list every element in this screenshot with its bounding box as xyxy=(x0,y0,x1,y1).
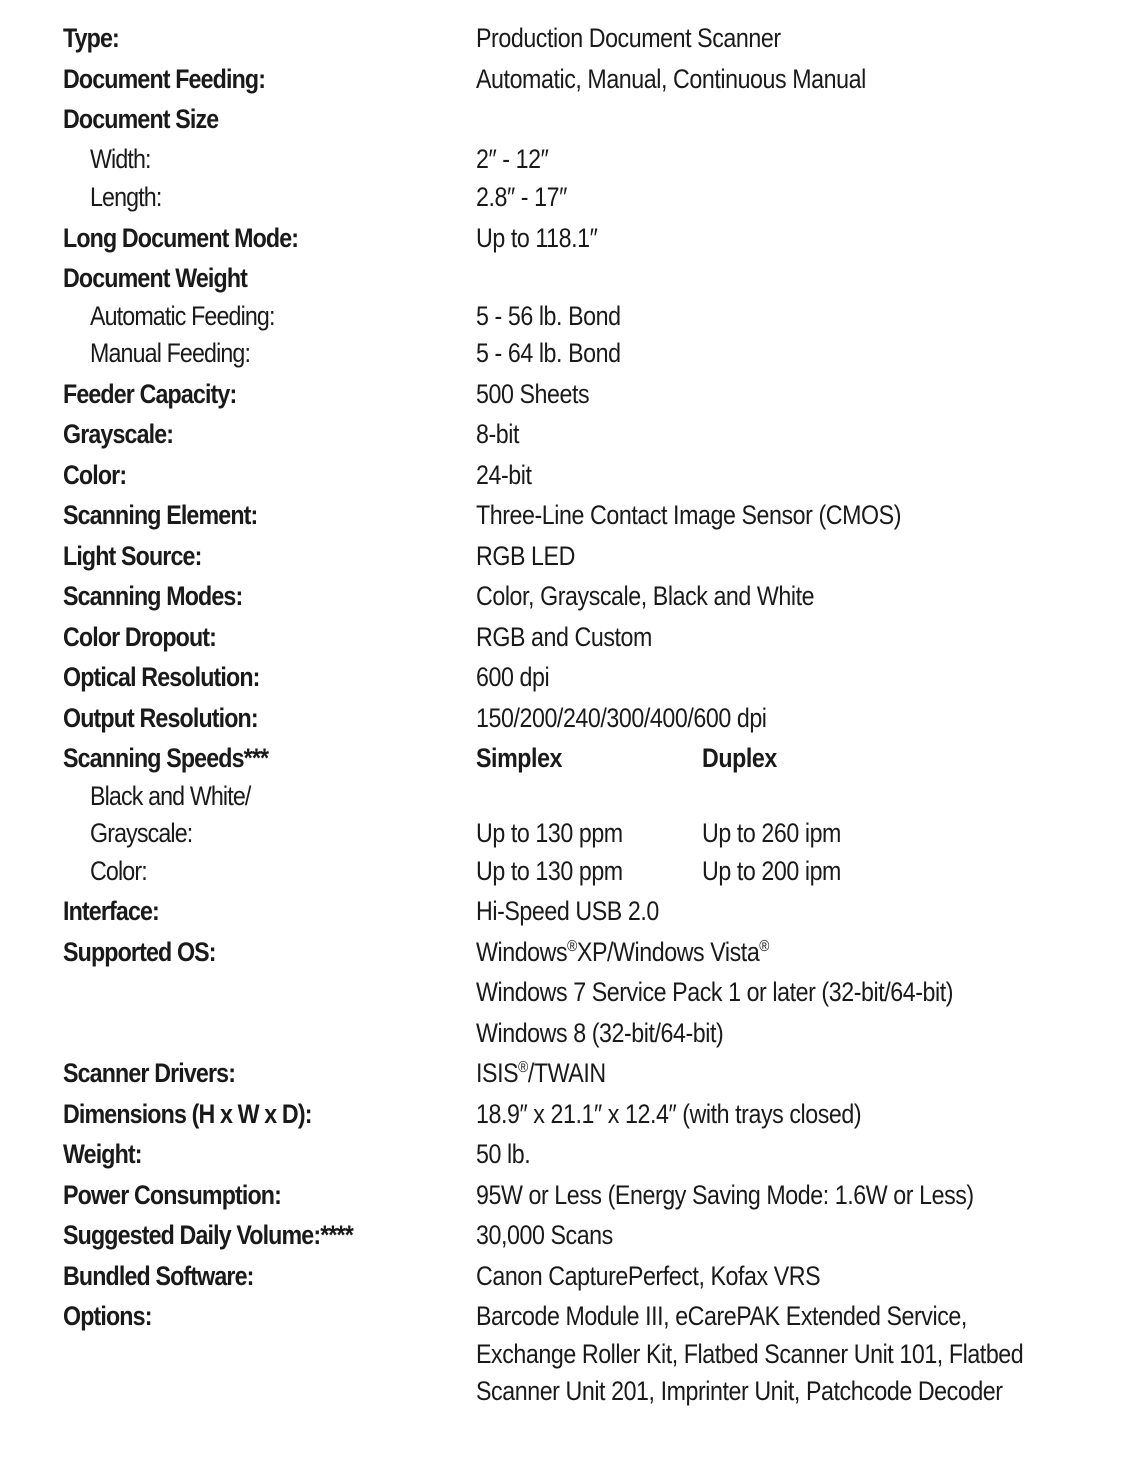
spec-row-speed-color xyxy=(0,852,1135,890)
spec-label: Supported OS: xyxy=(63,937,216,967)
spec-row-bw-line1 xyxy=(0,777,1135,815)
spec-section-label: Document Weight xyxy=(63,263,248,293)
spec-value: Color, Grayscale, Black and White xyxy=(476,581,815,611)
spec-sublabel: Black and White/ xyxy=(90,781,251,811)
spec-section-label: Document Size xyxy=(63,104,219,134)
spec-value: Windows 8 (32-bit/64-bit) xyxy=(476,1018,724,1048)
spec-row-light-source xyxy=(0,537,1135,575)
spec-label: Scanning Speeds*** xyxy=(63,743,269,773)
spec-row-length xyxy=(0,178,1135,216)
spec-value: 8-bit xyxy=(476,419,520,449)
spec-row-options xyxy=(0,1297,1135,1335)
spec-value: Production Document Scanner xyxy=(476,23,781,53)
spec-row-weight xyxy=(0,1135,1135,1173)
spec-sublabel: Width: xyxy=(90,144,151,174)
spec-row-output-resolution xyxy=(0,699,1135,737)
spec-label: Type: xyxy=(63,23,119,53)
spec-label: Light Source: xyxy=(63,541,202,571)
spec-value: 50 lb. xyxy=(476,1139,531,1169)
spec-row-grayscale xyxy=(0,415,1135,453)
spec-value: 150/200/240/300/400/600 dpi xyxy=(476,703,767,733)
spec-row-scanning-modes xyxy=(0,577,1135,615)
spec-row-supported-os-line2 xyxy=(0,973,1135,1011)
registered-mark: ® xyxy=(759,938,770,955)
spec-row-automatic-feeding xyxy=(0,297,1135,335)
spec-sublabel: Manual Feeding: xyxy=(90,338,251,368)
spec-value xyxy=(476,1054,606,1092)
twain-text: /TWAIN xyxy=(527,1058,606,1088)
spec-row-scanner-drivers xyxy=(0,1054,1135,1092)
spec-row-color-dropout xyxy=(0,618,1135,656)
duplex-header: Duplex xyxy=(702,743,777,773)
spec-label: Document Feeding: xyxy=(63,64,266,94)
simplex-value: Up to 130 ppm xyxy=(476,818,623,848)
spec-value: Canon CapturePerfect, Kofax VRS xyxy=(476,1261,821,1291)
spec-row-supported-os xyxy=(0,933,1135,971)
spec-row-type xyxy=(0,19,1135,57)
spec-row-document-weight xyxy=(0,259,1135,297)
spec-value: 5 - 56 lb. Bond xyxy=(476,301,621,331)
spec-value: 500 Sheets xyxy=(476,379,590,409)
spec-row-power-consumption xyxy=(0,1176,1135,1214)
spec-sublabel: Automatic Feeding: xyxy=(90,301,275,331)
spec-row-bw-grayscale xyxy=(0,814,1135,852)
spec-value: Barcode Module III, eCarePAK Extended Service, xyxy=(476,1301,967,1331)
spec-row-feeder-capacity xyxy=(0,375,1135,413)
spec-row-document-size xyxy=(0,100,1135,138)
spec-label: Long Document Mode: xyxy=(63,223,299,253)
spec-sublabel: Color: xyxy=(90,856,147,886)
duplex-value: Up to 260 ipm xyxy=(702,818,841,848)
registered-mark: ® xyxy=(567,938,577,955)
spec-label: Color Dropout: xyxy=(63,622,217,652)
spec-value: RGB LED xyxy=(476,541,575,571)
spec-row-scanning-speeds xyxy=(0,739,1135,777)
spec-label: Scanning Modes: xyxy=(63,581,243,611)
simplex-value: Up to 130 ppm xyxy=(476,856,623,886)
registered-mark: ® xyxy=(518,1059,528,1076)
spec-row-suggested-daily-volume xyxy=(0,1216,1135,1254)
spec-value: Three-Line Contact Image Sensor (CMOS) xyxy=(476,500,902,530)
spec-row-width xyxy=(0,140,1135,178)
spec-row-long-document-mode xyxy=(0,219,1135,257)
spec-value: 2.8″ - 17″ xyxy=(476,182,567,212)
spec-row-document-feeding xyxy=(0,60,1135,98)
spec-label: Bundled Software: xyxy=(63,1261,254,1291)
spec-row-interface xyxy=(0,892,1135,930)
spec-label: Power Consumption: xyxy=(63,1180,282,1210)
spec-label: Output Resolution: xyxy=(63,703,258,733)
spec-value: Windows 7 Service Pack 1 or later (32-bit/64-bit) xyxy=(476,977,954,1007)
spec-label: Scanner Drivers: xyxy=(63,1058,236,1088)
os-xp-vista-text: XP/Windows Vista xyxy=(576,937,760,967)
spec-row-scanning-element xyxy=(0,496,1135,534)
spec-label: Optical Resolution: xyxy=(63,662,260,692)
spec-value: 24-bit xyxy=(476,460,532,490)
os-windows-text: Windows xyxy=(476,937,568,967)
isis-text: ISIS xyxy=(476,1058,519,1088)
spec-value: Scanner Unit 201, Imprinter Unit, Patchcode Decoder xyxy=(476,1376,1003,1406)
spec-row-color xyxy=(0,456,1135,494)
spec-value: Automatic, Manual, Continuous Manual xyxy=(476,64,866,94)
spec-label: Grayscale: xyxy=(63,419,174,449)
simplex-header: Simplex xyxy=(476,743,563,773)
spec-label: Options: xyxy=(63,1301,152,1331)
spec-row-options-line3 xyxy=(0,1372,1135,1410)
spec-row-bundled-software xyxy=(0,1257,1135,1295)
spec-label: Scanning Element: xyxy=(63,500,258,530)
spec-row-optical-resolution xyxy=(0,658,1135,696)
spec-row-options-line2 xyxy=(0,1335,1135,1373)
spec-label: Interface: xyxy=(63,896,159,926)
spec-row-supported-os-line3 xyxy=(0,1014,1135,1052)
spec-label: Feeder Capacity: xyxy=(63,379,237,409)
spec-value: RGB and Custom xyxy=(476,622,652,652)
spec-label: Weight: xyxy=(63,1139,142,1169)
spec-value: 30,000 Scans xyxy=(476,1220,613,1250)
spec-value: Hi-Speed USB 2.0 xyxy=(476,896,659,926)
spec-row-manual-feeding xyxy=(0,334,1135,372)
spec-sublabel: Length: xyxy=(90,182,162,212)
spec-value: Up to 118.1″ xyxy=(476,223,598,253)
duplex-value: Up to 200 ipm xyxy=(702,856,841,886)
spec-label: Color: xyxy=(63,460,127,490)
spec-value: 2″ - 12″ xyxy=(476,144,549,174)
spec-value: 95W or Less (Energy Saving Mode: 1.6W or Less) xyxy=(476,1180,974,1210)
spec-value: 5 - 64 lb. Bond xyxy=(476,338,621,368)
spec-row-dimensions xyxy=(0,1095,1135,1133)
spec-label: Dimensions (H x W x D): xyxy=(63,1099,312,1129)
spec-value: 18.9″ x 21.1″ x 12.4″ (with trays closed) xyxy=(476,1099,862,1129)
spec-value: 600 dpi xyxy=(476,662,550,692)
spec-value: Exchange Roller Kit, Flatbed Scanner Unit 101, Flatbed xyxy=(476,1339,1024,1369)
spec-label: Suggested Daily Volume:**** xyxy=(63,1220,353,1250)
spec-sublabel: Grayscale: xyxy=(90,818,193,848)
spec-value xyxy=(476,933,769,971)
